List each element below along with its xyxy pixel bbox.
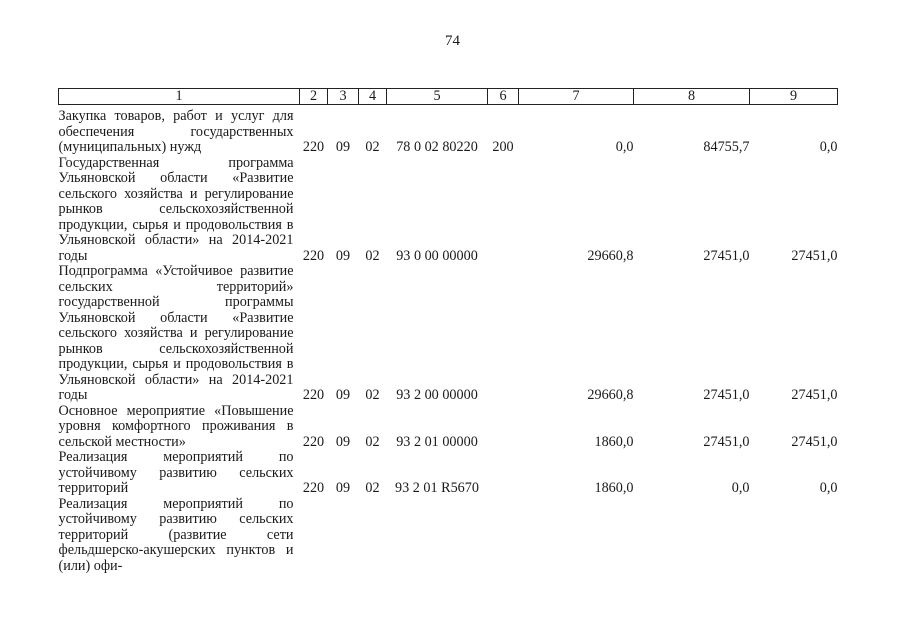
row-col-3: 09 <box>335 139 351 155</box>
row-col-3: 09 <box>335 387 351 403</box>
table-row <box>59 450 838 497</box>
row-col-4: 02 <box>365 387 380 403</box>
row-col-4: 02 <box>365 480 380 496</box>
row-col-2: 220 <box>302 480 325 496</box>
row-name: Реализация мероприятий по устойчивому развитию сельских территорий <box>58 449 294 496</box>
row-col-4: 02 <box>365 433 380 450</box>
row-col-7: 29660,8 <box>587 247 634 264</box>
row-col-6 <box>488 497 519 575</box>
row-name: Подпрограмма «Устойчивое развитие сельских территорий» государственной программы Ульяновской области «Развитие сельского хозяйства и регулирование рынков сельскохозяйственной продукции, сырья и продовольствия в Ульяновской области» на 2014-2021 годы <box>58 263 294 403</box>
row-col-8: 27451,0 <box>703 387 750 403</box>
table-row <box>59 497 838 575</box>
row-col-8: 27451,0 <box>703 247 750 264</box>
row-col-3: 09 <box>335 247 351 264</box>
row-col-9: 27451,0 <box>791 247 838 264</box>
row-col-6 <box>488 264 519 404</box>
row-col-9: 27451,0 <box>791 387 838 403</box>
row-col-4: 02 <box>365 139 380 155</box>
row-col-5: 93 0 00 00000 <box>396 247 478 264</box>
table-row <box>59 404 838 451</box>
row-col-7: 1860,0 <box>594 433 634 450</box>
row-col-9 <box>750 497 838 575</box>
row-col-9: 0,0 <box>819 139 838 155</box>
table-row <box>59 156 838 265</box>
column-header-9: 9 <box>750 89 838 105</box>
column-header-2: 2 <box>300 89 328 105</box>
column-header-6: 6 <box>488 89 519 105</box>
row-col-9: 0,0 <box>819 480 838 496</box>
row-col-5: 93 2 00 00000 <box>396 387 478 403</box>
row-name: Закупка товаров, работ и услуг для обеспечения государственных (муниципальных) нужд <box>58 108 294 155</box>
row-col-5: 78 0 02 80220 <box>396 139 478 155</box>
row-col-6: 200 <box>492 139 514 155</box>
row-col-4 <box>359 497 387 575</box>
header-row <box>59 89 838 105</box>
row-col-6 <box>488 450 519 497</box>
row-col-2 <box>300 497 328 575</box>
row-col-3 <box>328 497 359 575</box>
row-col-7: 29660,8 <box>587 387 634 403</box>
row-col-5: 93 2 01 00000 <box>396 433 478 450</box>
row-col-8: 84755,7 <box>703 139 750 155</box>
column-header-4: 4 <box>359 89 387 105</box>
table-row <box>59 105 838 156</box>
column-header-7: 7 <box>519 89 634 105</box>
row-col-2: 220 <box>302 387 325 403</box>
row-col-2: 220 <box>302 247 325 264</box>
row-col-5: 93 2 01 R5670 <box>395 480 479 496</box>
row-name: Основное мероприятие «Повышение уровня комфортного проживания в сельской местности» <box>58 402 294 450</box>
row-name: Государственная программа Ульяновской области «Развитие сельского хозяйства и регулирование рынков сельскохозяйственной продукции, сырья и продовольствия в Ульяновской области» на 2014-2021 годы <box>58 154 294 264</box>
row-name: Реализация мероприятий по устойчивому развитию сельских территорий (развитие сети фельдшерско-акушерских пунктов и (или) офи- <box>58 495 294 574</box>
row-col-6 <box>488 404 519 451</box>
row-col-2: 220 <box>302 433 325 450</box>
table-row <box>59 264 838 404</box>
page-number: 74 <box>445 33 460 49</box>
column-header-8: 8 <box>634 89 750 105</box>
row-col-6 <box>488 156 519 265</box>
row-col-9: 27451,0 <box>791 433 838 450</box>
row-col-8: 0,0 <box>731 480 750 496</box>
row-col-8 <box>634 497 750 575</box>
row-col-2: 220 <box>302 139 325 155</box>
row-col-5 <box>387 497 488 575</box>
row-col-7 <box>519 497 634 575</box>
row-col-8: 27451,0 <box>703 433 750 450</box>
row-col-7: 1860,0 <box>594 480 634 496</box>
column-header-1: 1 <box>59 89 300 105</box>
column-header-3: 3 <box>328 89 359 105</box>
budget-table <box>58 88 838 574</box>
column-header-5: 5 <box>387 89 488 105</box>
row-col-7: 0,0 <box>615 139 634 155</box>
row-col-3: 09 <box>335 433 351 450</box>
row-col-3: 09 <box>335 480 351 496</box>
row-col-4: 02 <box>365 247 380 264</box>
